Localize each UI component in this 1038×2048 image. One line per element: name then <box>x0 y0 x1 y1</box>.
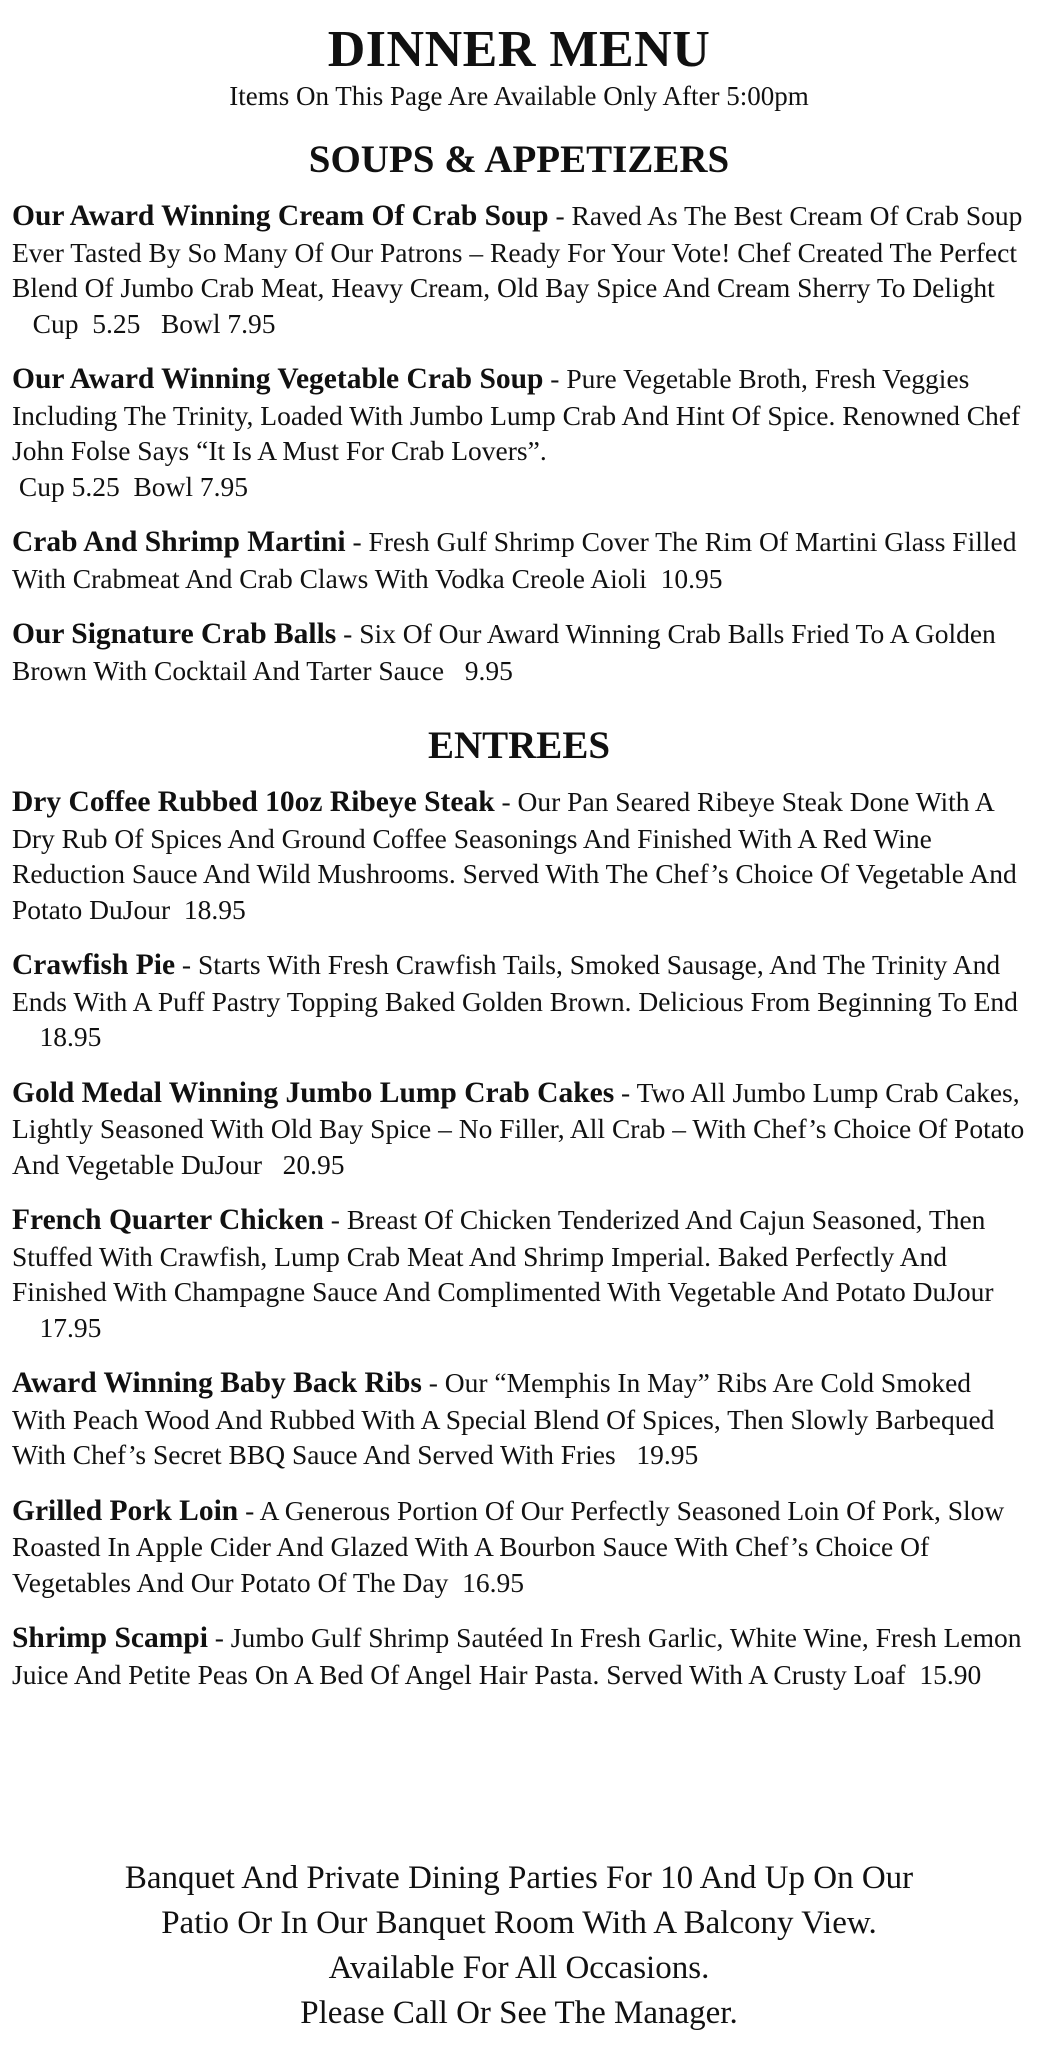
menu-item-description: - A Generous Portion Of Our Perfectly Seasoned Loin Of Pork, Slow Roasted In Apple Cider And Glazed With A Bourbon Sauce With Chef’s Choice Of Vegetables And Our Potato Of The Day <box>12 1494 1005 1598</box>
menu-item-description: - Our “Memphis In May” Ribs Are Cold Smoked With Peach Wood And Rubbed With A Special Blend Of Spices, Then Slowly Barbequed With Chef’s Secret BBQ Sauce And Served With Fries <box>12 1367 995 1470</box>
banquet-notice-line: Banquet And Private Dining Parties For 10 And Up On Our <box>124 1860 914 1896</box>
menu-item-description: - Pure Vegetable Broth, Fresh Veggies Including The Trinity, Loaded With Jumbo Lump Crab And Hint Of Spice. Renowned Chef John Folse Says “It Is A Must For Crab Lovers”. <box>12 363 1021 466</box>
menu-item-description: - Two All Jumbo Lump Crab Cakes, Lightly Seasoned With Old Bay Spice – No Filler, All Crab – With Chef’s Choice Of Potato And Vegetable DuJour <box>12 1076 1025 1180</box>
menu-item-price: Cup 5.25 Bowl 7.95 <box>12 307 276 339</box>
menu-item-baby-back-ribs <box>12 1365 1026 1473</box>
menu-item-price: Cup 5.25 Bowl 7.95 <box>12 470 249 502</box>
menu-item-description: - Jumbo Gulf Shrimp Sautéed In Fresh Garlic, White Wine, Fresh Lemon Juice And Petite Peas On A Bed Of Angel Hair Pasta. Served With A Crusty Loaf <box>12 1622 1022 1690</box>
menu-item-description: - Starts With Fresh Crawfish Tails, Smoked Sausage, And The Trinity And Ends With A Puff Pastry Topping Baked Golden Brown. Delicious From Beginning To End <box>12 949 1018 1017</box>
section-heading-soups-appetizers: SOUPS & APPETIZERS <box>308 138 730 181</box>
menu-item-crawfish-pie <box>12 947 1026 1055</box>
menu-item-shrimp-scampi <box>12 1620 1026 1692</box>
banquet-notice-line: Available For All Occasions. <box>328 1950 710 1986</box>
menu-item-signature-crab-balls <box>12 616 1026 688</box>
banquet-notice-line: Please Call Or See The Manager. <box>300 1995 738 2031</box>
banquet-notice-line: Patio Or In Our Banquet Room With A Balcony View. <box>161 1905 877 1941</box>
menu-item-price: 17.95 <box>12 1311 102 1343</box>
menu-item-name: Crab And Shrimp Martini <box>12 526 346 558</box>
menu-item-cream-of-crab-soup <box>12 198 1026 341</box>
banquet-notice <box>0 1856 1038 2036</box>
menu-item-name: Shrimp Scampi <box>12 1622 208 1654</box>
menu-item-crab-cakes <box>12 1075 1026 1183</box>
page-subtitle: Items On This Page Are Available Only After 5:00pm <box>229 81 809 111</box>
menu-item-price: 16.95 <box>448 1566 524 1598</box>
menu-item-name: Dry Coffee Rubbed 10oz Ribeye Steak <box>12 786 495 818</box>
menu-item-ribeye-steak <box>12 784 1026 927</box>
menu-item-crab-shrimp-martini <box>12 524 1026 596</box>
menu-item-name: Award Winning Baby Back Ribs <box>12 1367 422 1399</box>
menu-item-description: - Fresh Gulf Shrimp Cover The Rim Of Martini Glass Filled With Crabmeat And Crab Claws With Vodka Creole Aioli <box>12 526 1017 594</box>
menu-item-name: Our Signature Crab Balls <box>12 618 337 650</box>
menu-item-price: 18.95 <box>12 1021 102 1052</box>
menu-item-price: 19.95 <box>615 1439 699 1470</box>
menu-item-price: 9.95 <box>444 654 513 686</box>
section-heading-entrees: ENTREES <box>427 724 611 767</box>
menu-item-name: Our Award Winning Cream Of Crab Soup <box>12 200 549 232</box>
menu-item-description: - Breast Of Chicken Tenderized And Cajun Seasoned, Then Stuffed With Crawfish, Lump Crab Meat And Shrimp Imperial. Baked Perfectly And Finished With Champagne Sauce And Complimented With Vegetable And Potato DuJour <box>12 1204 994 1307</box>
menu-item-price: 18.95 <box>170 893 246 925</box>
menu-item-price: 20.95 <box>262 1148 345 1180</box>
menu-item-name: French Quarter Chicken <box>12 1204 324 1236</box>
menu-item-description: - Our Pan Seared Ribeye Steak Done With A Dry Rub Of Spices And Ground Coffee Seasonings And Finished With A Red Wine Reduction Sauce And Wild Mushrooms. Served With The Chef’s Choice Of Vegetable And Potato DuJour <box>12 786 1017 925</box>
menu-item-name: Grilled Pork Loin <box>12 1494 239 1527</box>
menu-item-price: 10.95 <box>646 562 723 594</box>
menu-item-french-quarter-chicken <box>12 1202 1026 1345</box>
page-title: DINNER MENU <box>327 21 711 78</box>
menu-item-name: Crawfish Pie <box>12 949 176 981</box>
menu-item-description: - Six Of Our Award Winning Crab Balls Fried To A Golden Brown With Cocktail And Tarter Sauce <box>12 618 996 686</box>
menu-item-description: - Raved As The Best Cream Of Crab Soup Ever Tasted By So Many Of Our Patrons – Ready For Your Vote! Chef Created The Perfect Blend Of Jumbo Crab Meat, Heavy Cream, Old Bay Spice And Cream Sherry To Delight <box>12 200 1023 303</box>
menu-item-grilled-pork-loin <box>12 1493 1026 1601</box>
menu-item-name: Gold Medal Winning Jumbo Lump Crab Cakes <box>12 1076 615 1109</box>
menu-item-price: 15.90 <box>905 1658 982 1690</box>
menu-item-vegetable-crab-soup <box>12 361 1026 504</box>
menu-item-name: Our Award Winning Vegetable Crab Soup <box>12 363 544 395</box>
